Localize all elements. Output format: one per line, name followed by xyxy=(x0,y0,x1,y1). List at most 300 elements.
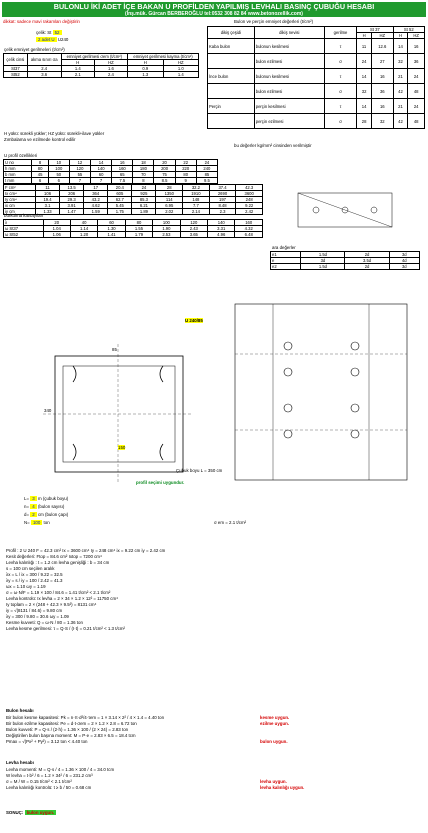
cell: 2.4 xyxy=(94,72,127,78)
bolt-dia-unit: cm (bulon çapı) xyxy=(37,512,69,517)
yield-header-1: çelik cinsi xyxy=(4,54,28,66)
cell: 60 xyxy=(98,220,125,226)
cell: 1.04 xyxy=(43,226,70,232)
cell: 8.5 xyxy=(154,178,175,184)
dim-top: 85 xyxy=(112,347,117,352)
bolt-count-unit: (bulon sayısı) xyxy=(37,504,65,509)
calc-line: σ = ω·N/F = 1.19 × 100 / 84.6 = 1.41 t/cm² < 2.1 t/cm² xyxy=(6,590,111,595)
cell: 1.4 xyxy=(163,72,199,78)
cell: 7 xyxy=(69,178,90,184)
cell: 12 xyxy=(69,160,90,166)
cell: 3d xyxy=(389,264,419,270)
cell: 1.20 xyxy=(70,232,97,238)
cell: 1.4 xyxy=(61,66,94,72)
calculation-lines xyxy=(6,548,424,632)
cell: 32.2 xyxy=(183,185,210,191)
table-row xyxy=(4,72,199,78)
cell: 2.4 xyxy=(27,66,61,72)
length-unit: m (çubuk boyu) xyxy=(37,496,69,501)
cell: 5.45 xyxy=(108,203,132,209)
profile-table-caption: U profil özellikleri xyxy=(4,153,38,158)
cell: 3.65 xyxy=(180,232,207,238)
cell: 1.41 xyxy=(98,232,125,238)
cell: 20.4 xyxy=(108,185,132,191)
yield-sub-h2: H xyxy=(128,60,163,66)
cell: τ xyxy=(324,99,356,114)
cell: 3.91 xyxy=(60,203,84,209)
cell: 3600 xyxy=(236,191,263,197)
bolt-hole-icon xyxy=(351,404,359,412)
cell: 1910 xyxy=(183,191,210,197)
yield-table xyxy=(3,53,199,78)
profile-name: U240 xyxy=(57,37,69,42)
cell: 1350 xyxy=(156,191,183,197)
cell: 65 xyxy=(112,172,133,178)
cell: 7.7 xyxy=(183,203,210,209)
cell: 1.55 xyxy=(125,226,152,232)
cell: 1.79 xyxy=(125,232,152,238)
cell: 1.0 xyxy=(163,66,199,72)
table-row xyxy=(4,232,263,238)
bolt-h5: St 52 xyxy=(393,27,424,33)
cell: 4.62 xyxy=(84,203,108,209)
profile-table xyxy=(3,159,218,184)
cell: 6.21 xyxy=(132,203,156,209)
steel-label: çelik: St xyxy=(36,30,52,35)
calc-line: Pmax = √(Px² + Py²) = 3.12 ton < 4.40 ton xyxy=(6,739,88,744)
cell: 1.30 xyxy=(98,226,125,232)
cell: Ix cm⁴ xyxy=(4,191,36,197)
cell: iy cm xyxy=(4,209,36,215)
cell: 1.59 xyxy=(84,209,108,215)
cell: 24 xyxy=(196,160,217,166)
section-table xyxy=(3,184,263,215)
cell: 180 xyxy=(133,166,154,172)
cell: 3.1 xyxy=(35,203,59,209)
table-row xyxy=(4,178,218,184)
cell: 3.31 xyxy=(208,226,235,232)
cell: 40 xyxy=(70,220,97,226)
cell: 1.75 xyxy=(108,209,132,215)
yield-header-4: emniyet gerilmesi kayma (t/cm²) xyxy=(128,54,199,60)
cell: perçin ezilmesi xyxy=(254,114,324,129)
cell: 10 xyxy=(48,160,69,166)
cell: 925 xyxy=(132,191,156,197)
cell: τ xyxy=(324,39,356,54)
cell: U no xyxy=(4,160,32,166)
cell: 32 xyxy=(393,54,408,69)
calc-line: λy = 300 / 9.80 = 30.6 ωy = 1.09 xyxy=(6,614,69,619)
bolt-sub: H xyxy=(357,33,372,39)
bolt-table-caption: Bulon ve perçin emniyet değerleri (t/cm²) xyxy=(234,19,314,24)
cell: e xyxy=(271,258,301,264)
cell xyxy=(208,84,255,99)
yield-sub-hz1: HZ xyxy=(94,60,127,66)
bolt-hole-icon xyxy=(371,207,377,213)
cell: 22 xyxy=(175,160,196,166)
calc-line: Profil : 2 U 240 F = 42.3 cm² Ix = 3600 cm⁴ Iy = 248 cm⁴ ix = 9.22 cm iy = 2.42 cm xyxy=(6,548,166,553)
cell: σ xyxy=(324,84,356,99)
length-input[interactable]: 3 xyxy=(32,496,35,501)
bolt-hole-icon xyxy=(284,368,292,376)
length-label: Çubuk boyu L = 350 cm xyxy=(176,468,223,473)
yield-header-3: emniyet gerilmesi σem (t/cm²) xyxy=(61,54,127,60)
cell: 36 xyxy=(372,84,394,99)
cell: 220 xyxy=(175,166,196,172)
cell: bulon ezilmesi xyxy=(254,84,324,99)
cell xyxy=(208,54,255,69)
table-row xyxy=(208,39,425,54)
cell: 70 xyxy=(133,172,154,178)
cell: 6.95 xyxy=(156,203,183,209)
load-label: N= xyxy=(24,520,30,525)
steel-grade-row xyxy=(36,30,62,35)
cell: 3.5d xyxy=(345,258,389,264)
cell: 2.42 xyxy=(236,209,263,215)
cell: 3d xyxy=(389,252,419,258)
cell: ix cm xyxy=(4,203,36,209)
cell: 8 xyxy=(32,160,48,166)
cell: Iy cm⁴ xyxy=(4,197,36,203)
cell: 17 xyxy=(84,185,108,191)
cell: 80 xyxy=(32,166,48,172)
cell: 80 xyxy=(125,220,152,226)
bolt-calc-lines xyxy=(6,715,424,745)
bolt-table xyxy=(207,26,425,129)
stability-table xyxy=(3,219,263,238)
calc-line: λx = L / ix = 300 / 9.22 = 32.5 xyxy=(6,572,63,577)
bolt-hole-icon xyxy=(284,430,292,438)
calc-line: Levha kontrolü: Ix levha = 2 × 34 × 1.2 × 12² = 11750 cm⁴ xyxy=(6,596,119,601)
cell: 2.3 xyxy=(209,209,236,215)
bolt-h4: St 37 xyxy=(357,27,393,33)
cell: 140 xyxy=(91,166,112,172)
cell: 140 xyxy=(208,220,235,226)
cell: 1.3 xyxy=(128,72,163,78)
cell: τ xyxy=(324,69,356,84)
yield-sub-h1: H xyxy=(61,60,94,66)
cell: 114 xyxy=(156,197,183,203)
cell: 2.43 xyxy=(180,226,207,232)
cell: 62.7 xyxy=(108,197,132,203)
calc-line: Bir bulon kesme kapasitesi: Pk = n·π·d²/4·τem = 1 × 3.14 × 2² / 4 × 1.4 = 4.40 ton xyxy=(6,715,165,720)
cell: 42 xyxy=(393,114,408,129)
cell: 42.3 xyxy=(236,185,263,191)
bolt-detail-drawing xyxy=(268,187,423,235)
cell: 24 xyxy=(408,69,425,84)
cell: 8.48 xyxy=(209,203,236,209)
cell: 16 xyxy=(408,39,425,54)
bolt-h1: dikiş çeşidi xyxy=(208,27,255,39)
bolt-dia-row xyxy=(24,512,68,517)
cell: t mm xyxy=(4,178,32,184)
cell: 1.5d xyxy=(301,252,345,258)
cell: 248 xyxy=(236,197,263,203)
page-subtitle: (İnş.mük. Gürcan BERBEROĞLU tel:0532 308 82 84 www.betonozellik.com) xyxy=(125,11,303,17)
yield-note-2: Zımbalama ve ezilmede kontrol edilir xyxy=(4,137,76,142)
cell: 2d xyxy=(345,264,389,270)
interp-caption: ara değerler xyxy=(272,245,296,250)
bolt-result-1: kesme uygun. xyxy=(260,715,290,720)
calc-line: ωx = 1.10 ωy = 1.19 xyxy=(6,584,46,589)
yield-note-1: H yükü: sürekli yükler; HZ yükü: sürekli+ilave yükler xyxy=(4,131,105,136)
table-row xyxy=(208,54,425,69)
interp-table xyxy=(270,251,420,270)
calc-line: Levha momenti: M = Q·s / 4 = 1.36 × 100 / 4 = 34.0 tcm xyxy=(6,767,115,772)
bolt-count-input[interactable]: 4 xyxy=(32,504,35,509)
profile-ok-status: profil seçimi uygundur. xyxy=(136,480,185,485)
plate-calc-lines xyxy=(6,767,424,791)
cell: 11 xyxy=(357,39,372,54)
cell: 1.89 xyxy=(132,209,156,215)
profile-count-input[interactable]: 2 adet U xyxy=(38,37,55,42)
cell: 7 xyxy=(91,178,112,184)
cell: 29.3 xyxy=(60,197,84,203)
cell: 16 xyxy=(372,69,394,84)
cell: 1.06 xyxy=(43,232,70,238)
bolt-dia-input[interactable]: 2 xyxy=(32,512,35,517)
cell: 605 xyxy=(108,191,132,197)
bolt-hole-icon xyxy=(284,342,292,350)
cell: Perçin xyxy=(208,99,255,114)
cell: 3.6 xyxy=(27,72,61,78)
cell: 7.5 xyxy=(112,178,133,184)
cell: 37.4 xyxy=(209,185,236,191)
load-note: σ em = 2.1 t/cm² xyxy=(214,520,247,525)
plate-calc-heading: Levha hesabı xyxy=(6,760,34,765)
bolt-hole-icon xyxy=(284,404,292,412)
cell: 2.53 xyxy=(153,232,180,238)
cell: h mm xyxy=(4,166,32,172)
cell: 1.6 xyxy=(94,66,127,72)
cell: 21 xyxy=(393,69,408,84)
cell: 21 xyxy=(393,99,408,114)
cell: 11 xyxy=(35,185,59,191)
bolt-h2: dikiş nevisi xyxy=(254,27,324,39)
cell: 160 xyxy=(112,166,133,172)
cell: 14 xyxy=(357,99,372,114)
cell: 48 xyxy=(408,84,425,99)
cell: 0.9 xyxy=(128,66,163,72)
cell: 1.47 xyxy=(60,209,84,215)
calc-line: iy = √(8131 / 84.6) = 9.80 cm xyxy=(6,608,63,613)
calc-line: Levha kalınlığı kontrolü: t ≥ b / 50 = 0.68 cm xyxy=(6,785,92,790)
cell: 24 xyxy=(408,99,425,114)
cell: 14 xyxy=(357,69,372,84)
cell: 32 xyxy=(372,114,394,129)
calc-line: Levha kalınlığı : t = 1.2 cm levha genişliği : b = 34 cm xyxy=(6,560,110,565)
cell: bulon ezilmesi xyxy=(254,54,324,69)
cell: perçin kesilmesi xyxy=(254,99,324,114)
cell: 36 xyxy=(408,54,425,69)
stability-caption: burkulma katsayıları xyxy=(4,213,44,218)
cell: 18 xyxy=(133,160,154,166)
cell: 240 xyxy=(196,166,217,172)
bolt-hole-icon xyxy=(313,207,319,213)
cell: 100 xyxy=(48,166,69,172)
cell: İnce bulon xyxy=(208,69,255,84)
cell: St52 xyxy=(4,72,28,78)
calc-line: Iy toplam = 2 × (248 + 42.3 × 9.5²) = 8131 cm⁴ xyxy=(6,602,97,607)
cell: 16 xyxy=(112,160,133,166)
cell: 16 xyxy=(372,99,394,114)
bolt-hole-icon xyxy=(351,342,359,350)
page-title: BULONLU İKİ ADET İÇE BAKAN U PROFİLDEN YAPILMIŞ LEVHALI BASINÇ ÇUBUĞU HESABI xyxy=(53,2,375,11)
cell: 27 xyxy=(372,54,394,69)
cell: 20 xyxy=(154,160,175,166)
cell: b mm xyxy=(4,172,32,178)
profile-row xyxy=(36,37,68,42)
instruction-note: dikkat: sadece mavi rakamları değiştirin xyxy=(3,19,80,24)
cell: 200 xyxy=(154,166,175,172)
cell: 3d xyxy=(301,258,345,264)
cell: 4d xyxy=(389,258,419,264)
profile-label: U 240/85 xyxy=(185,318,203,323)
cell: 85.3 xyxy=(132,197,156,203)
cell: 1.90 xyxy=(153,226,180,232)
cell: λ xyxy=(4,220,44,226)
calc-line: s = 100 cm seçilen aralık xyxy=(6,566,55,571)
cell: 13.5 xyxy=(60,185,84,191)
cell: 42 xyxy=(393,84,408,99)
cell: 120 xyxy=(69,166,90,172)
calc-line: Levha kesme gerilmesi: τ = Q·S / (I·t) = 0.21 t/cm² < 1.3 t/cm² xyxy=(6,626,125,631)
table-row xyxy=(271,264,420,270)
cell: 43.2 xyxy=(84,197,108,203)
cell: 1.5d xyxy=(301,264,345,270)
cell: ω St37 xyxy=(4,226,44,232)
cell: 4.96 xyxy=(208,232,235,238)
calc-line: Değiştirilen bulon başına moment: M = P·e = 2.83 × 6.5 = 18.4 tcm xyxy=(6,733,136,738)
bolt-result-2: ezilme uygun. xyxy=(260,721,290,726)
final-result: bulon uygun. xyxy=(26,810,55,815)
cell: 148 xyxy=(183,197,210,203)
cell: 60 xyxy=(91,172,112,178)
cell: 12.6 xyxy=(372,39,394,54)
cross-section-drawing xyxy=(3,284,425,499)
cell: 120 xyxy=(180,220,207,226)
table-row xyxy=(208,114,425,129)
cell: 32 xyxy=(357,84,372,99)
cell: 206 xyxy=(60,191,84,197)
dim-bottom: 150 xyxy=(118,445,126,450)
cell: 2.02 xyxy=(156,209,183,215)
cell: 45 xyxy=(32,172,48,178)
cell: 160 xyxy=(235,220,263,226)
cell: 197 xyxy=(209,197,236,203)
cell: bulonun kesilmesi xyxy=(254,69,324,84)
table-row xyxy=(208,69,425,84)
cell: F cm² xyxy=(4,185,36,191)
table-row xyxy=(208,99,425,114)
length-label: L= xyxy=(24,496,30,501)
cell: 14 xyxy=(91,160,112,166)
cell: 6 xyxy=(48,178,69,184)
cell: 1.33 xyxy=(35,209,59,215)
calc-line: Bulon kuvveti: P = Q·s / (2·h) = 1.36 × 100 / (2 × 24) = 2.83 ton xyxy=(6,727,129,732)
cell: bulonun kesilmesi xyxy=(254,39,324,54)
cell: ω St52 xyxy=(4,232,44,238)
cell: 9.22 xyxy=(236,203,263,209)
plate-elevation xyxy=(235,304,407,480)
bolt-count-label: n= xyxy=(24,504,30,509)
cell: 1.14 xyxy=(70,226,97,232)
bolt-holes xyxy=(284,342,359,438)
cell: 75 xyxy=(154,172,175,178)
cell: Kaba bulon xyxy=(208,39,255,54)
bolt-dia-label: d= xyxy=(24,512,30,517)
cell: 9.5 xyxy=(196,178,217,184)
dim-height: 340 xyxy=(44,408,52,413)
cell: σ xyxy=(324,54,356,69)
load-input[interactable]: 100 xyxy=(32,520,41,525)
plate-result-2: levha kalınlığı uygun. xyxy=(260,785,305,790)
bolt-calc-heading: Bulon hesabı xyxy=(6,708,34,713)
cell: 50 xyxy=(48,172,69,178)
calc-line: Kesit değerleri: Ftop = 84.6 cm² Ixtop = 7200 cm⁴ xyxy=(6,554,102,559)
cell: 19.4 xyxy=(35,197,59,203)
cell: 24 xyxy=(132,185,156,191)
bolt-hole-icon xyxy=(351,368,359,376)
cell: 2d xyxy=(345,252,389,258)
title-bar xyxy=(2,2,426,17)
cell: e2 xyxy=(271,264,301,270)
cell: 2.14 xyxy=(183,209,210,215)
calc-line: Kesme kuvveti: Q = ω·N / 80 = 1.36 ton xyxy=(6,620,83,625)
cell: 100 xyxy=(153,220,180,226)
bolt-count-row xyxy=(24,504,64,509)
yield-header-2: akma sınırı σa xyxy=(27,54,61,66)
cell: 55 xyxy=(69,172,90,178)
cell: 28 xyxy=(156,185,183,191)
calc-line: λy = s / iy = 100 / 2.42 = 41.3 xyxy=(6,578,63,583)
cell: 106 xyxy=(35,191,59,197)
cell: 6 xyxy=(32,178,48,184)
final-label: SONUÇ: xyxy=(6,810,24,815)
bolt-sub: H xyxy=(393,33,408,39)
calc-line: σ = M / W = 0.15 t/cm² < 2.1 t/cm² xyxy=(6,779,72,784)
cell: 80 xyxy=(175,172,196,178)
calc-line: Bir bulon ezilme kapasitesi: Pe = d·t·σem = 2 × 1.2 × 2.8 = 6.72 ton xyxy=(6,721,137,726)
bolt-result-3: bulon uygun. xyxy=(260,739,288,744)
cell: 28 xyxy=(357,114,372,129)
length-input-row xyxy=(24,496,68,501)
cell: σ xyxy=(324,114,356,129)
cell: 364 xyxy=(84,191,108,197)
bolt-sub: HZ xyxy=(372,33,394,39)
cell: 4.32 xyxy=(235,226,263,232)
cell: 6.48 xyxy=(235,232,263,238)
cell: 2.1 xyxy=(61,72,94,78)
load-unit: ton xyxy=(43,520,50,525)
bolt-hole-icon xyxy=(351,430,359,438)
cell: 85 xyxy=(196,172,217,178)
cell: 8 xyxy=(133,178,154,184)
steel-grade-input[interactable]: 52 xyxy=(54,30,60,35)
cell: 2690 xyxy=(209,191,236,197)
cell: 20 xyxy=(43,220,70,226)
cell: e1 xyxy=(271,252,301,258)
cell: 48 xyxy=(408,114,425,129)
table-row xyxy=(208,84,425,99)
cell xyxy=(208,114,255,129)
calc-line: W levha = t·b² / 6 = 1.2 × 34² / 6 = 231.2 cm³ xyxy=(6,773,93,778)
cell: 14 xyxy=(393,39,408,54)
cell: 24 xyxy=(357,54,372,69)
bolt-sub: HZ xyxy=(408,33,425,39)
bolt-h3: gerilme xyxy=(324,27,356,39)
plate-result-1: levha uygun. xyxy=(260,779,287,784)
